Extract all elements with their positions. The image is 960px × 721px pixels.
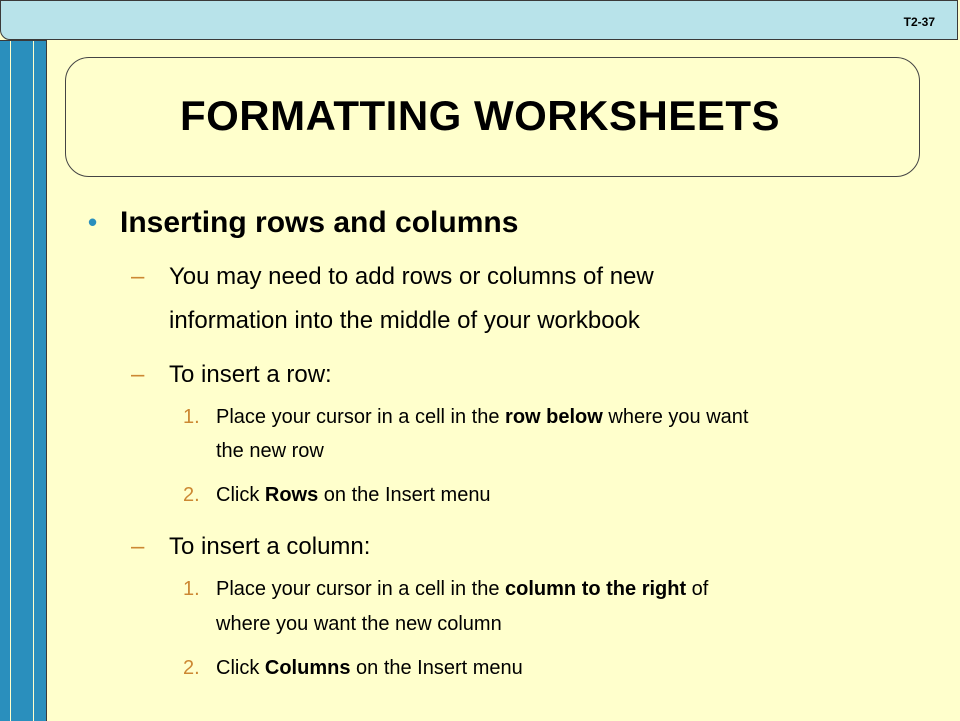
step-text: Place your cursor in a cell in the column to the right of (216, 578, 709, 600)
section-heading: Inserting rows and columns (120, 206, 519, 239)
step-text-line: where you want the new column (216, 613, 502, 635)
dash-icon: – (131, 263, 145, 290)
step-number: 1. (183, 578, 200, 600)
step-text: Place your cursor in a cell in the row below where you want (216, 406, 749, 428)
step-number: 2. (183, 657, 200, 679)
dash-icon: – (131, 361, 145, 388)
dash-icon: – (131, 533, 145, 560)
step-text: Click Rows on the Insert menu (216, 484, 491, 506)
slide-title: FORMATTING WORKSHEETS (179, 92, 781, 139)
bullet-icon: • (88, 207, 98, 237)
column-section-label: To insert a column: (169, 533, 371, 560)
step-number: 1. (183, 406, 200, 428)
step-text: Click Columns on the Insert menu (216, 657, 523, 679)
paragraph-line: You may need to add rows or columns of new (169, 263, 654, 290)
row-section-label: To insert a row: (169, 361, 332, 388)
paragraph-line: information into the middle of your workbook (169, 307, 640, 334)
step-text-line: the new row (216, 440, 324, 462)
step-number: 2. (183, 484, 200, 506)
slide-number: T2-37 (903, 15, 935, 29)
